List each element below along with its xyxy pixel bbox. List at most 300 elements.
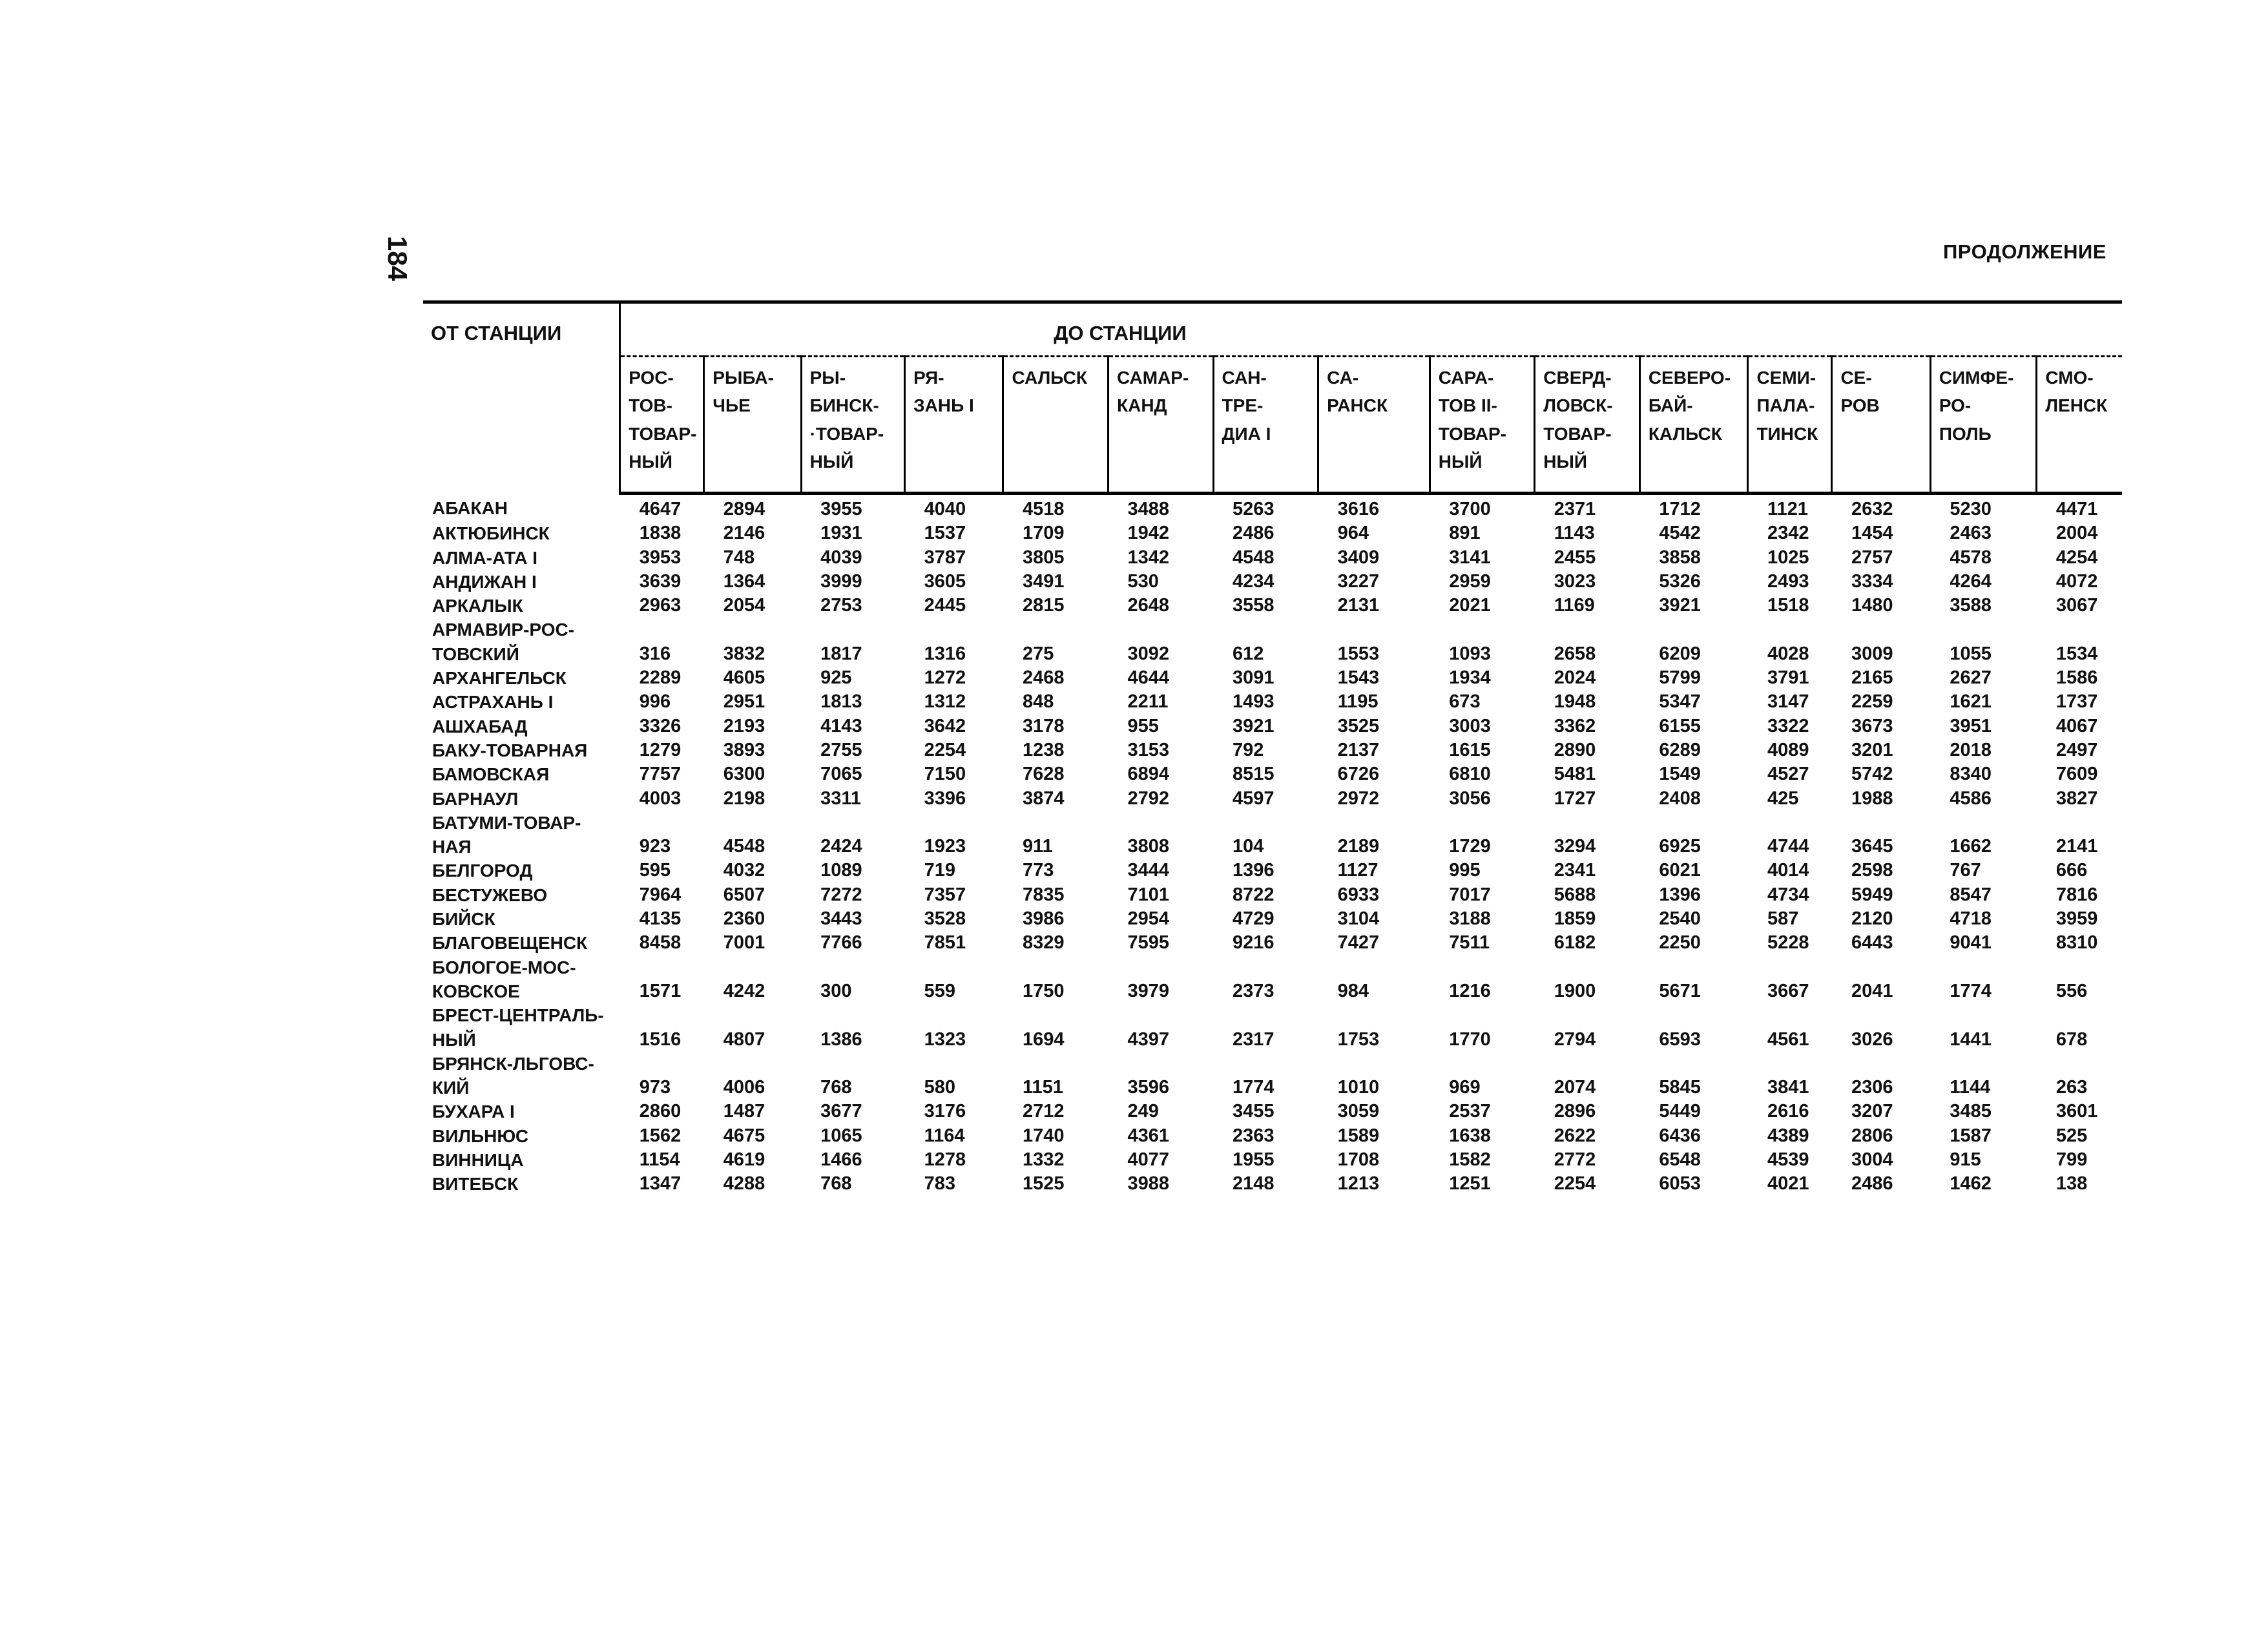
distance-cell: 2021 — [1449, 595, 1491, 616]
distance-cell: 8340 — [1950, 764, 1992, 785]
distance-cell — [1213, 1052, 1318, 1076]
table-row — [423, 956, 2122, 979]
distance-cell: 1213 — [1337, 1173, 1380, 1195]
distance-cell: 2041 — [1851, 980, 1893, 1001]
distance-cell: 1251 — [1449, 1173, 1491, 1195]
distance-cell: 3616 — [1337, 499, 1380, 519]
origin-station-name: ВИЛЬНЮС — [432, 1125, 529, 1146]
to-station-column-header: РОС- ТОВ- ТОВАР- НЫЙ — [620, 357, 704, 494]
table-row — [423, 1148, 2122, 1172]
origin-station-name: НЫЙ — [432, 1029, 476, 1050]
distance-cell: 3921 — [1233, 715, 1274, 736]
distance-cell: 1121 — [1767, 499, 1808, 519]
distance-cell: 5845 — [1659, 1077, 1701, 1098]
distance-cell: 1774 — [1950, 980, 1992, 1001]
to-station-column-header: РЫ- БИНСК- ·ТОВАР- НЫЙ — [801, 357, 905, 494]
distance-cell: 4039 — [820, 547, 862, 568]
distance-cell: 2363 — [1233, 1125, 1274, 1146]
distance-cell — [801, 1052, 905, 1076]
distance-cell: 6443 — [1851, 932, 1893, 954]
distance-cell: 3673 — [1851, 715, 1893, 736]
distance-cell: 2540 — [1659, 908, 1701, 930]
distance-cell: 3951 — [1950, 715, 1992, 736]
distance-cell: 4744 — [1767, 836, 1809, 857]
distance-cell: 3979 — [1127, 980, 1170, 1001]
distance-cell — [1832, 618, 1930, 642]
distance-cell — [905, 1052, 1003, 1076]
distance-cell: 2792 — [1127, 788, 1170, 809]
distance-cell: 6300 — [723, 764, 765, 785]
distance-cell: 4578 — [1950, 547, 1992, 568]
distance-cell: 1525 — [1022, 1173, 1065, 1195]
distance-cell: 5671 — [1659, 980, 1701, 1001]
distance-cell: 5263 — [1233, 499, 1274, 519]
distance-cell — [1535, 811, 1640, 835]
distance-cell — [1003, 811, 1108, 835]
distance-cell — [1430, 618, 1535, 642]
distance-table — [423, 300, 2122, 1196]
distance-cell: 3528 — [924, 908, 966, 930]
distance-cell: 2373 — [1233, 980, 1274, 1001]
origin-station-name: БИЙСК — [432, 909, 495, 930]
distance-cell: 2445 — [924, 595, 966, 616]
distance-cell: 1534 — [2055, 643, 2098, 664]
distance-cell: 4597 — [1233, 788, 1274, 809]
distance-cell: 263 — [2055, 1077, 2088, 1098]
distance-cell: 5742 — [1851, 764, 1893, 785]
distance-cell: 2772 — [1554, 1149, 1596, 1171]
distance-cell: 530 — [1127, 570, 1159, 592]
distance-cell: 1010 — [1337, 1077, 1380, 1098]
distance-cell: 6209 — [1659, 643, 1701, 664]
origin-station-name: АРХАНГЕЛЬСК — [432, 668, 567, 689]
distance-cell: 1089 — [820, 860, 862, 881]
distance-cell: 3396 — [924, 788, 966, 809]
distance-cell: 1342 — [1127, 547, 1170, 568]
table-row — [423, 494, 2122, 522]
origin-station-name: БАМОВСКАЯ — [432, 764, 550, 785]
distance-cell: 7017 — [1449, 884, 1491, 905]
distance-cell: 2074 — [1554, 1077, 1596, 1098]
table-row — [423, 521, 2122, 545]
distance-cell: 2131 — [1337, 595, 1380, 616]
distance-cell: 5347 — [1659, 691, 1701, 713]
distance-cell: 580 — [924, 1077, 955, 1098]
distance-cell: 3091 — [1233, 667, 1274, 689]
distance-cell: 1988 — [1851, 788, 1893, 809]
distance-cell: 3485 — [1950, 1101, 1992, 1122]
distance-cell: 1272 — [924, 667, 966, 689]
distance-cell: 5326 — [1659, 570, 1701, 592]
distance-cell: 2141 — [2055, 836, 2098, 857]
distance-cell: 2890 — [1554, 739, 1596, 760]
distance-cell: 1571 — [639, 980, 681, 1001]
distance-cell: 3092 — [1127, 643, 1170, 664]
table-row — [423, 859, 2122, 882]
distance-cell: 2486 — [1233, 523, 1274, 544]
distance-cell: 3999 — [820, 570, 862, 592]
distance-cell: 4397 — [1127, 1029, 1170, 1050]
distance-cell: 2165 — [1851, 667, 1893, 689]
distance-cell — [1832, 811, 1930, 835]
table-row — [423, 883, 2122, 907]
distance-cell: 1621 — [1950, 691, 1992, 713]
distance-cell: 1537 — [924, 523, 966, 544]
distance-cell — [1003, 1003, 1108, 1027]
distance-cell: 673 — [1449, 691, 1481, 713]
distance-cell: 3294 — [1554, 836, 1596, 857]
distance-cell: 2755 — [820, 739, 862, 760]
distance-cell: 1396 — [1659, 884, 1701, 905]
table-row — [423, 1052, 2122, 1076]
distance-cell: 3988 — [1127, 1173, 1170, 1195]
distance-cell: 1396 — [1233, 860, 1274, 881]
distance-cell: 3525 — [1337, 715, 1380, 736]
from-station-header: ОТ СТАНЦИИ — [431, 322, 562, 344]
table-row — [423, 618, 2122, 642]
distance-cell: 768 — [820, 1077, 852, 1098]
distance-cell — [1832, 956, 1930, 979]
distance-cell: 1487 — [723, 1101, 765, 1122]
distance-cell — [1108, 1003, 1214, 1027]
distance-cell: 3147 — [1767, 691, 1809, 713]
distance-cell: 1164 — [924, 1125, 965, 1146]
distance-cell — [1430, 1003, 1535, 1027]
distance-cell: 6810 — [1449, 764, 1491, 785]
origin-station-name: АРМАВИР-РОС- — [432, 620, 575, 640]
distance-cell: 3874 — [1022, 788, 1065, 809]
distance-cell: 4077 — [1127, 1149, 1170, 1171]
distance-cell: 2894 — [723, 499, 765, 519]
distance-cell: 2815 — [1022, 595, 1065, 616]
distance-cell — [704, 1052, 801, 1076]
distance-cell: 2424 — [820, 836, 862, 857]
distance-cell — [1430, 956, 1535, 979]
distance-cell: 6925 — [1659, 836, 1701, 857]
distance-cell: 2963 — [639, 595, 681, 616]
distance-cell: 1312 — [924, 691, 966, 713]
distance-cell: 5688 — [1554, 884, 1596, 905]
distance-cell: 7757 — [639, 764, 681, 785]
distance-cell: 612 — [1233, 643, 1264, 664]
distance-cell: 3667 — [1767, 980, 1809, 1001]
distance-cell: 5481 — [1554, 764, 1596, 785]
distance-cell: 1279 — [639, 739, 681, 760]
distance-cell: 3178 — [1022, 715, 1065, 736]
distance-cell: 4527 — [1767, 764, 1809, 785]
distance-cell: 4040 — [924, 499, 966, 519]
distance-cell: 7001 — [723, 932, 765, 954]
distance-cell: 1480 — [1851, 595, 1893, 616]
to-station-column-header: САМАР- КАНД — [1108, 357, 1214, 494]
distance-cell: 1900 — [1554, 980, 1596, 1001]
distance-cell: 3067 — [2055, 595, 2098, 616]
origin-station-name: НАЯ — [432, 837, 472, 857]
distance-cell: 891 — [1449, 523, 1481, 544]
distance-cell: 925 — [820, 667, 852, 689]
continuation-label: ПРОДОЛЖЕНИЕ — [1943, 240, 2107, 263]
distance-cell: 964 — [1337, 523, 1369, 544]
distance-cell — [905, 1003, 1003, 1027]
distance-cell: 3791 — [1767, 667, 1809, 689]
distance-cell: 2360 — [723, 908, 765, 930]
distance-cell — [704, 618, 801, 642]
to-station-header: ДО СТАНЦИИ — [620, 304, 2122, 357]
distance-cell: 1774 — [1233, 1077, 1274, 1098]
distance-cell: 316 — [639, 643, 671, 664]
distance-cell: 6053 — [1659, 1173, 1701, 1195]
table-row — [423, 738, 2122, 762]
distance-cell — [1108, 811, 1214, 835]
distance-cell: 4734 — [1767, 884, 1809, 905]
distance-cell: 2497 — [2055, 739, 2098, 760]
distance-cell — [801, 811, 905, 835]
distance-cell — [620, 811, 704, 835]
distance-cell: 2341 — [1554, 860, 1596, 881]
distance-cell: 2860 — [639, 1101, 681, 1122]
distance-cell: 4471 — [2055, 499, 2098, 519]
distance-cell — [905, 956, 1003, 979]
page-number: 184 — [382, 235, 413, 282]
distance-cell: 1093 — [1449, 643, 1491, 664]
distance-cell: 4539 — [1767, 1149, 1809, 1171]
to-station-column-header: СЕ- РОВ — [1832, 357, 1930, 494]
distance-cell: 767 — [1950, 860, 1981, 881]
distance-cell — [1639, 1003, 1748, 1027]
distance-cell — [1213, 811, 1318, 835]
distance-cell — [1930, 1003, 2037, 1027]
distance-cell: 3141 — [1449, 547, 1491, 568]
distance-cell: 4729 — [1233, 908, 1274, 930]
distance-cell: 2622 — [1554, 1125, 1596, 1146]
to-station-column-header: СМО- ЛЕНСК — [2037, 357, 2122, 494]
distance-cell: 1493 — [1233, 691, 1274, 713]
distance-cell: 3588 — [1950, 595, 1992, 616]
distance-cell: 2408 — [1659, 788, 1701, 809]
distance-cell — [1639, 956, 1748, 979]
distance-cell: 249 — [1127, 1101, 1159, 1122]
distance-cell: 4561 — [1767, 1029, 1809, 1050]
distance-cell: 973 — [639, 1077, 671, 1098]
distance-cell: 1518 — [1767, 595, 1809, 616]
distance-cell: 8547 — [1950, 884, 1992, 905]
to-station-column-header: СВЕРД- ЛОВСК- ТОВАР- НЫЙ — [1535, 357, 1640, 494]
distance-cell: 3601 — [2055, 1101, 2098, 1122]
distance-cell: 2753 — [820, 595, 862, 616]
distance-cell: 3893 — [723, 739, 765, 760]
distance-cell: 1859 — [1554, 908, 1596, 930]
distance-cell: 2598 — [1851, 860, 1893, 881]
distance-cell: 3605 — [924, 570, 966, 592]
distance-cell: 4542 — [1659, 523, 1701, 544]
distance-cell: 6436 — [1659, 1125, 1701, 1146]
distance-cell: 1586 — [2055, 667, 2098, 689]
table-row — [423, 762, 2122, 786]
origin-station-name: БРЕСТ-ЦЕНТРАЛЬ- — [432, 1005, 604, 1026]
distance-cell: 556 — [2055, 980, 2088, 1001]
distance-cell: 6894 — [1127, 764, 1170, 785]
distance-cell — [801, 1003, 905, 1027]
to-station-column-header: СИМФЕ- РО- ПОЛЬ — [1930, 357, 2037, 494]
distance-cell: 7357 — [924, 884, 966, 905]
distance-cell: 559 — [924, 980, 955, 1001]
distance-cell — [1318, 956, 1430, 979]
distance-cell: 7766 — [820, 932, 862, 954]
distance-cell: 4264 — [1950, 570, 1992, 592]
distance-cell: 5228 — [1767, 932, 1809, 954]
origin-station-name: БУХАРА I — [432, 1102, 515, 1122]
distance-cell — [1535, 1052, 1640, 1076]
distance-cell: 4807 — [723, 1029, 765, 1050]
distance-cell — [1003, 956, 1108, 979]
distance-cell: 2712 — [1022, 1101, 1065, 1122]
distance-cell: 8515 — [1233, 764, 1274, 785]
distance-cell: 4006 — [723, 1077, 765, 1098]
distance-cell: 1169 — [1554, 595, 1595, 616]
distance-cell — [1430, 811, 1535, 835]
table-row — [423, 787, 2122, 811]
distance-cell: 6726 — [1337, 764, 1380, 785]
distance-cell — [1930, 618, 2037, 642]
distance-cell: 1753 — [1337, 1029, 1380, 1050]
distance-cell: 3104 — [1337, 908, 1380, 930]
distance-cell: 1386 — [820, 1029, 862, 1050]
distance-cell: 2250 — [1659, 932, 1701, 954]
distance-cell: 911 — [1022, 836, 1053, 857]
distance-cell: 1750 — [1022, 980, 1065, 1001]
origin-station-name: БЛАГОВЕЩЕНСК — [432, 933, 588, 954]
distance-cell: 1813 — [820, 691, 862, 713]
distance-cell: 7595 — [1127, 932, 1170, 954]
distance-cell: 969 — [1449, 1077, 1481, 1098]
distance-cell: 848 — [1022, 691, 1054, 713]
distance-cell: 2120 — [1851, 908, 1893, 930]
distance-cell — [1213, 618, 1318, 642]
distance-cell: 3153 — [1127, 739, 1170, 760]
distance-cell — [1639, 618, 1748, 642]
distance-cell: 1942 — [1127, 523, 1170, 544]
distance-cell: 4028 — [1767, 643, 1809, 664]
distance-cell: 996 — [639, 691, 671, 713]
distance-cell: 2954 — [1127, 908, 1170, 930]
distance-cell: 5230 — [1950, 499, 1992, 519]
distance-cell: 748 — [723, 547, 755, 568]
distance-cell: 1454 — [1851, 523, 1893, 544]
distance-cell: 300 — [820, 980, 852, 1001]
distance-cell: 1549 — [1659, 764, 1701, 785]
distance-cell: 1589 — [1337, 1125, 1380, 1146]
distance-cell: 1727 — [1554, 788, 1596, 809]
distance-cell: 1955 — [1233, 1149, 1274, 1171]
distance-cell: 1817 — [820, 643, 862, 664]
distance-cell — [1213, 956, 1318, 979]
distance-cell: 1934 — [1449, 667, 1491, 689]
distance-cell: 7272 — [820, 884, 862, 905]
distance-cell: 4067 — [2055, 715, 2098, 736]
distance-cell: 4586 — [1950, 788, 1992, 809]
distance-cell: 595 — [639, 860, 671, 881]
distance-cell: 2342 — [1767, 523, 1809, 544]
distance-cell: 1709 — [1022, 523, 1065, 544]
to-station-column-header: СА- РАНСК — [1318, 357, 1430, 494]
distance-cell — [1748, 618, 1832, 642]
distance-cell — [1318, 1003, 1430, 1027]
distance-cell: 525 — [2055, 1125, 2088, 1146]
distance-cell: 5449 — [1659, 1101, 1701, 1122]
distance-cell: 1708 — [1337, 1149, 1380, 1171]
origin-station-name: АЛМА-АТА I — [432, 547, 538, 568]
distance-cell: 1931 — [820, 523, 862, 544]
distance-cell: 678 — [2055, 1029, 2088, 1050]
table-row — [423, 1100, 2122, 1123]
distance-cell: 3805 — [1022, 547, 1065, 568]
distance-cell: 7065 — [820, 764, 862, 785]
origin-station-name: БЕЛГОРОД — [432, 861, 533, 881]
distance-cell — [1748, 956, 1832, 979]
origin-station-name: АСТРАХАНЬ I — [432, 692, 554, 713]
distance-cell: 3455 — [1233, 1101, 1274, 1122]
origin-station-name: ВИТЕБСК — [432, 1174, 519, 1195]
distance-cell: 1347 — [639, 1173, 681, 1195]
distance-cell: 2757 — [1851, 547, 1893, 568]
distance-cell: 3827 — [2055, 788, 2098, 809]
distance-cell: 1638 — [1449, 1125, 1491, 1146]
origin-station-name: БАРНАУЛ — [432, 788, 519, 809]
distance-cell: 3362 — [1554, 715, 1596, 736]
origin-station-name: БАКУ-ТОВАРНАЯ — [432, 740, 588, 760]
distance-cell: 2306 — [1851, 1077, 1893, 1098]
distance-cell: 4675 — [723, 1125, 765, 1146]
distance-cell — [1318, 618, 1430, 642]
distance-cell — [1535, 618, 1640, 642]
table-row — [423, 690, 2122, 714]
distance-cell: 3176 — [924, 1101, 966, 1122]
distance-cell: 3959 — [2055, 908, 2098, 930]
distance-cell — [620, 618, 704, 642]
distance-cell: 2211 — [1127, 691, 1169, 713]
distance-cell: 1662 — [1950, 836, 1992, 857]
table-row — [423, 811, 2122, 835]
distance-cell: 2648 — [1127, 595, 1170, 616]
distance-cell: 1195 — [1337, 691, 1378, 713]
distance-cell: 4518 — [1022, 499, 1065, 519]
distance-cell: 1615 — [1449, 739, 1491, 760]
table-row — [423, 642, 2122, 666]
distance-cell: 3642 — [924, 715, 966, 736]
distance-cell: 768 — [820, 1173, 852, 1195]
distance-cell — [620, 1052, 704, 1076]
distance-cell: 1582 — [1449, 1149, 1491, 1171]
distance-cell: 7609 — [2055, 764, 2098, 785]
distance-cell: 1553 — [1337, 643, 1380, 664]
distance-cell — [1748, 1052, 1832, 1076]
distance-cell: 1740 — [1022, 1125, 1065, 1146]
distance-cell: 3326 — [639, 715, 681, 736]
distance-cell: 104 — [1233, 836, 1264, 857]
distance-cell: 4234 — [1233, 570, 1274, 592]
distance-cell — [704, 811, 801, 835]
distance-cell: 1562 — [639, 1125, 681, 1146]
distance-cell: 1216 — [1449, 980, 1491, 1001]
distance-cell — [1832, 1052, 1930, 1076]
distance-cell: 3558 — [1233, 595, 1274, 616]
distance-cell: 6933 — [1337, 884, 1380, 905]
distance-cell: 6507 — [723, 884, 765, 905]
distance-cell: 8722 — [1233, 884, 1274, 905]
origin-station-name: КИЙ — [432, 1078, 470, 1098]
distance-cell: 3832 — [723, 643, 765, 664]
distance-cell — [620, 956, 704, 979]
